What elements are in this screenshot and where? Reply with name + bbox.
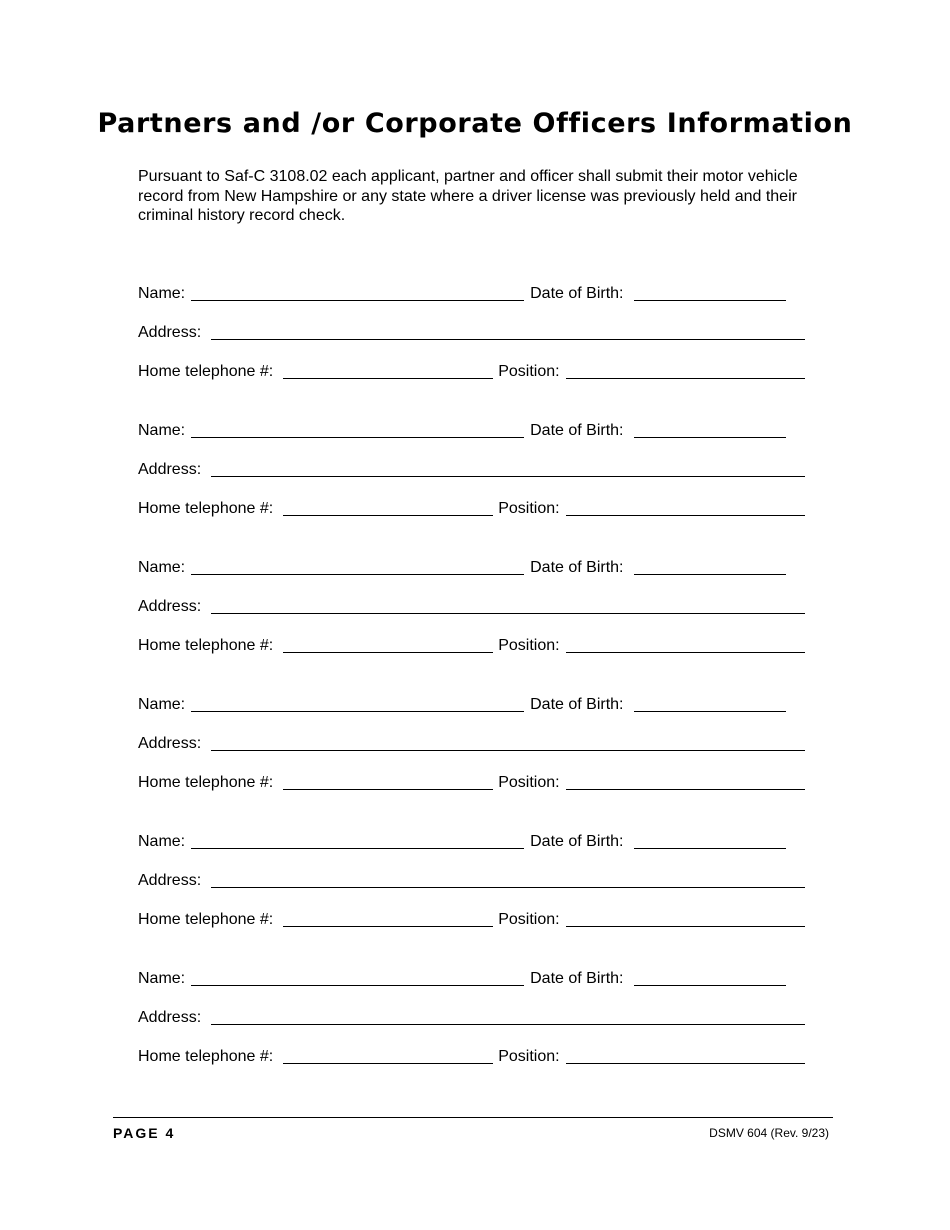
name-field[interactable] <box>191 282 524 301</box>
address-field[interactable] <box>211 1006 805 1025</box>
address-field[interactable] <box>211 595 805 614</box>
address-field[interactable] <box>211 458 805 477</box>
position-label: Position: <box>498 500 560 517</box>
address-row <box>138 990 805 1029</box>
phone-position-row <box>138 344 805 383</box>
name-label: Name: <box>138 422 186 439</box>
dob-label: Date of Birth: <box>530 285 624 302</box>
address-row <box>138 442 805 481</box>
address-field[interactable] <box>211 869 805 888</box>
officers-form <box>138 266 805 1088</box>
name-field[interactable] <box>191 556 524 575</box>
officer-entry-3 <box>138 540 805 657</box>
address-field[interactable] <box>211 732 805 751</box>
name-label: Name: <box>138 970 186 987</box>
form-identifier: DSMV 604 (Rev. 9/23) <box>709 1126 829 1140</box>
name-label: Name: <box>138 696 186 713</box>
position-label: Position: <box>498 911 560 928</box>
position-label: Position: <box>498 1048 560 1065</box>
address-label: Address: <box>138 324 202 341</box>
phone-position-row <box>138 481 805 520</box>
dob-label: Date of Birth: <box>530 970 624 987</box>
dob-field[interactable] <box>634 693 786 712</box>
name-dob-row <box>138 540 805 579</box>
name-dob-row <box>138 677 805 716</box>
footer-divider <box>113 1117 833 1118</box>
dob-label: Date of Birth: <box>530 696 624 713</box>
name-field[interactable] <box>191 967 524 986</box>
phone-field[interactable] <box>283 497 493 516</box>
name-label: Name: <box>138 833 186 850</box>
intro-paragraph: Pursuant to Saf-C 3108.02 each applicant, partner and officer shall submit their motor vehicle record from New Hampshire or any state where a driver license was previously held and their criminal history record check. <box>138 168 798 224</box>
phone-label: Home telephone #: <box>138 774 274 791</box>
position-field[interactable] <box>566 771 805 790</box>
officer-entry-6 <box>138 951 805 1068</box>
name-field[interactable] <box>191 693 524 712</box>
address-row <box>138 716 805 755</box>
phone-field[interactable] <box>283 634 493 653</box>
position-label: Position: <box>498 774 560 791</box>
name-field[interactable] <box>191 830 524 849</box>
phone-label: Home telephone #: <box>138 1048 274 1065</box>
address-label: Address: <box>138 598 202 615</box>
name-dob-row <box>138 266 805 305</box>
address-label: Address: <box>138 1009 202 1026</box>
dob-field[interactable] <box>634 419 786 438</box>
address-row <box>138 579 805 618</box>
phone-position-row <box>138 1029 805 1068</box>
address-row <box>138 305 805 344</box>
position-label: Position: <box>498 637 560 654</box>
dob-field[interactable] <box>634 282 786 301</box>
position-field[interactable] <box>566 908 805 927</box>
position-field[interactable] <box>566 497 805 516</box>
position-field[interactable] <box>566 360 805 379</box>
name-dob-row <box>138 814 805 853</box>
phone-label: Home telephone #: <box>138 637 274 654</box>
dob-field[interactable] <box>634 967 786 986</box>
dob-label: Date of Birth: <box>530 422 624 439</box>
name-dob-row <box>138 403 805 442</box>
phone-position-row <box>138 755 805 794</box>
address-row <box>138 853 805 892</box>
address-label: Address: <box>138 872 202 889</box>
dob-field[interactable] <box>634 830 786 849</box>
name-dob-row <box>138 951 805 990</box>
position-field[interactable] <box>566 634 805 653</box>
page-title: Partners and /or Corporate Officers Information <box>97 108 853 139</box>
address-label: Address: <box>138 461 202 478</box>
phone-field[interactable] <box>283 1045 493 1064</box>
phone-label: Home telephone #: <box>138 911 274 928</box>
phone-field[interactable] <box>283 360 493 379</box>
position-label: Position: <box>498 363 560 380</box>
officer-entry-1 <box>138 266 805 383</box>
phone-field[interactable] <box>283 908 493 927</box>
position-field[interactable] <box>566 1045 805 1064</box>
officer-entry-5 <box>138 814 805 931</box>
page-number: PAGE 4 <box>113 1125 176 1141</box>
phone-position-row <box>138 618 805 657</box>
address-label: Address: <box>138 735 202 752</box>
name-label: Name: <box>138 559 186 576</box>
dob-label: Date of Birth: <box>530 833 624 850</box>
phone-label: Home telephone #: <box>138 500 274 517</box>
address-field[interactable] <box>211 321 805 340</box>
officer-entry-4 <box>138 677 805 794</box>
name-field[interactable] <box>191 419 524 438</box>
phone-label: Home telephone #: <box>138 363 274 380</box>
dob-label: Date of Birth: <box>530 559 624 576</box>
officer-entry-2 <box>138 403 805 520</box>
phone-position-row <box>138 892 805 931</box>
name-label: Name: <box>138 285 186 302</box>
phone-field[interactable] <box>283 771 493 790</box>
dob-field[interactable] <box>634 556 786 575</box>
